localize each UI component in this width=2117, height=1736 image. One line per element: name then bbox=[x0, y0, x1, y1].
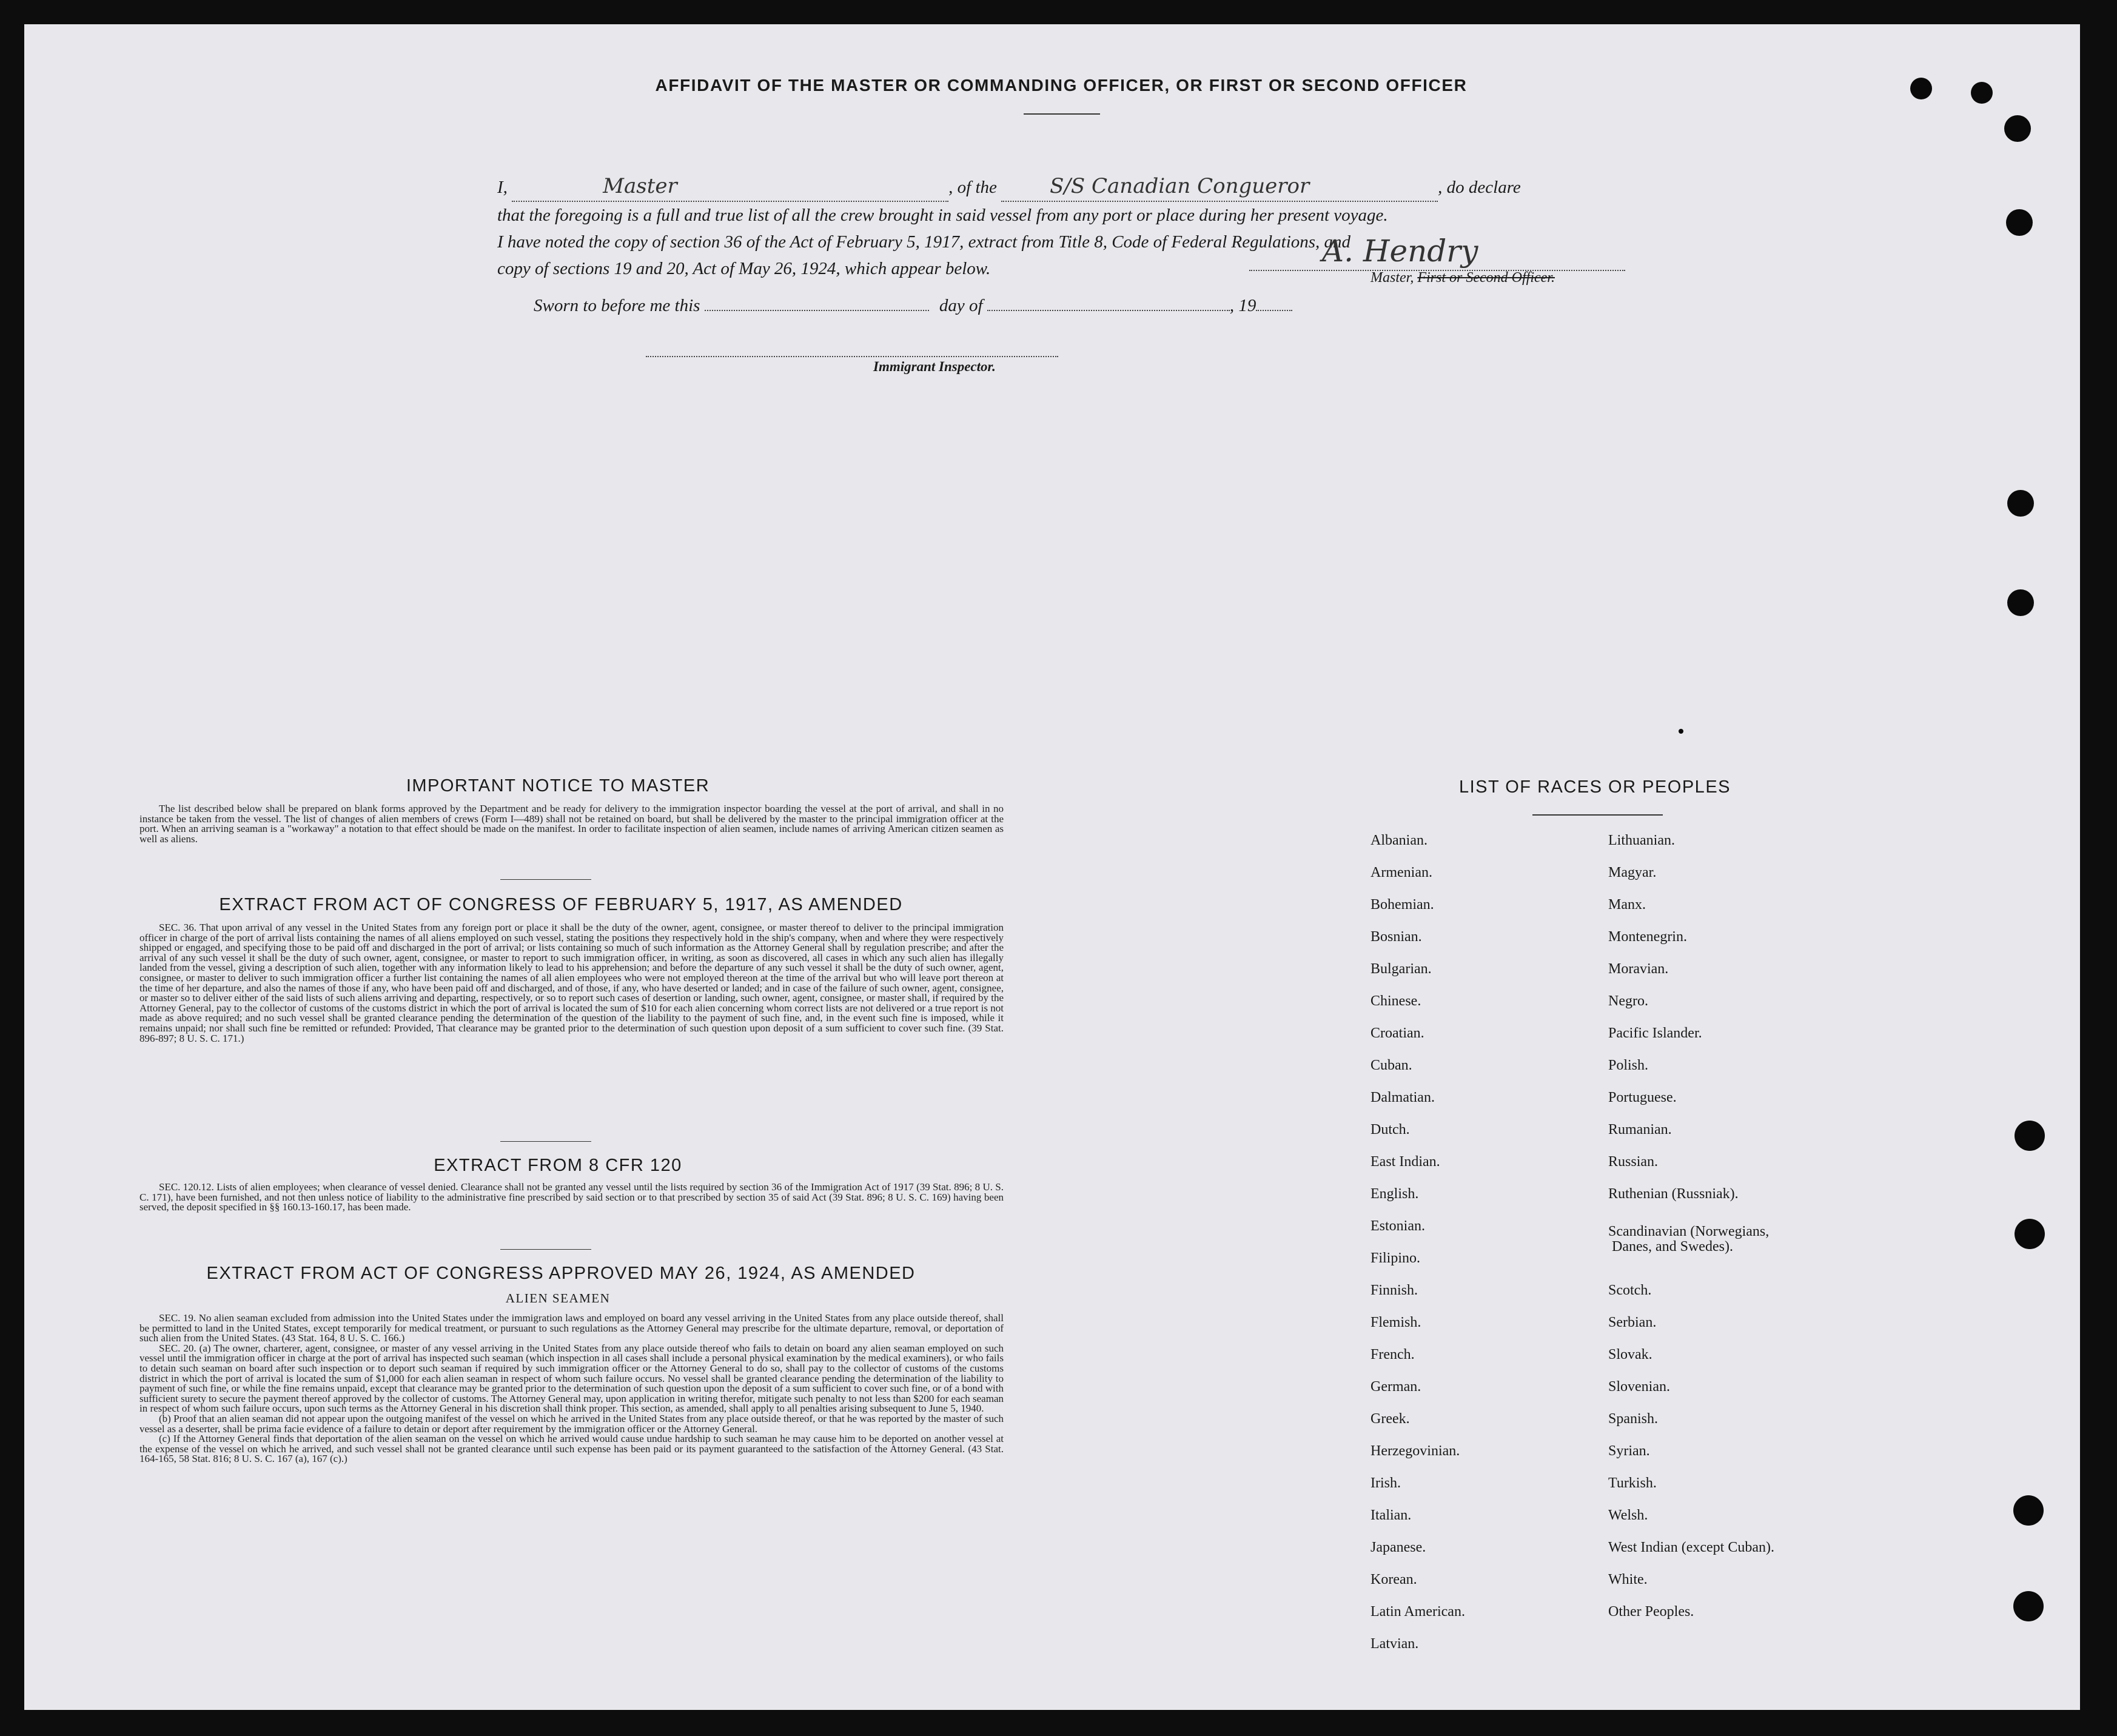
sec-20c-paragraph: (c) If the Attorney General finds that deportation of the alien seaman on the vessel on which he arrived would cause undue hardship to such seaman he may cause him to be deported on another vessel at the expense of the vessel on which he arrived, and such vessel shall not be granted clearance until such expense has been paid or its payment guaranteed to the satisfaction of the Attorney General. (43 Stat. 164-165, 58 Stat. 816; 8 U. S. C. 167 (a), 167 (c).) bbox=[139, 1433, 1004, 1465]
race-item: Syrian. bbox=[1608, 1443, 1650, 1459]
race-item: Negro. bbox=[1608, 993, 1648, 1009]
race-item: Serbian. bbox=[1608, 1315, 1657, 1330]
day-of-label: day of bbox=[939, 296, 983, 315]
race-item: Portuguese. bbox=[1608, 1090, 1677, 1105]
sworn-line bbox=[534, 296, 1383, 316]
extract-1924-heading: EXTRACT FROM ACT OF CONGRESS APPROVED MAY 26, 1924, AS AMENDED bbox=[206, 1264, 916, 1283]
extract-cfr-heading: EXTRACT FROM 8 CFR 120 bbox=[434, 1156, 682, 1175]
race-item: Welsh. bbox=[1608, 1507, 1648, 1523]
handwritten-name: Master bbox=[603, 174, 677, 198]
extract-1924-text bbox=[139, 1313, 1004, 1464]
declaration-line-2: that the foregoing is a full and true list of all the crew brought in said vessel from any port or place during her present voyage. bbox=[497, 206, 1388, 225]
race-item: West Indian (except Cuban). bbox=[1608, 1540, 1774, 1555]
inspector-caption: Immigrant Inspector. bbox=[873, 359, 996, 374]
of-the-label: , of the bbox=[948, 178, 997, 197]
race-item: French. bbox=[1371, 1347, 1415, 1362]
punch-hole bbox=[1971, 82, 1993, 104]
sec-20a-paragraph: SEC. 20. (a) The owner, charterer, agent, consignee, or master of any vessel arriving in the United States from any place outside thereof who fails to detain on board any alien seaman employed on such vessel until the immigration officer in charge at the port of arrival has inspected such seaman (which inspection in all cases shall include a personal physical examination by the medical examiners), or who fails to detain such seaman on board after such inspection or to deport such seaman if required by such immigration officer or the Attorney General to do so, shall pay to the collector of customs of the customs district in which the port of arrival is located the sum of $1,000 for each alien seaman in respect of whom such failure occurs. No vessel shall be granted clearance pending the determination of the liability to payment of such fine, or while the fine remains unpaid, except that clearance may be granted prior to the determination of such question upon the deposit of a sum sufficient to cover such fine, or of a bond with sufficient surety to secure the payment thereof approved by the collector of customs. The Attorney General may, upon application in writing therefor, mitigate such penalty to not less than $200 for each seaman in respect of whom such failure occurs, upon such terms as the Attorney General in his discretion shall think proper. This section, as amended, shall apply to all penalties arising subsequent to June 5, 1940. bbox=[139, 1342, 1004, 1415]
do-declare-label: , do declare bbox=[1438, 178, 1521, 197]
race-item: Armenian. bbox=[1371, 865, 1432, 880]
race-item: Dalmatian. bbox=[1371, 1090, 1435, 1105]
race-item: Russian. bbox=[1608, 1154, 1659, 1170]
race-item: Slovenian. bbox=[1608, 1379, 1670, 1395]
race-item: Montenegrin. bbox=[1608, 929, 1687, 945]
race-item: Latvian. bbox=[1371, 1636, 1419, 1652]
punch-hole bbox=[2004, 115, 2031, 142]
race-item: Cuban. bbox=[1371, 1057, 1412, 1073]
extract-1917-text bbox=[139, 923, 1004, 1044]
declaration-line-1 bbox=[497, 173, 1631, 202]
extract-1917-paragraph: SEC. 36. That upon arrival of any vessel in the United States from any foreign port or place it shall be the duty of the owner, agent, consignee, or master thereof to deliver to the principal immigration officer in charge of the port of arrival lists containing the names of all aliens employed on such vessel, stating the positions they respectively hold in the ship's company, when and where they were respectively shipped or engaged, and specifying those to be paid off and discharged in the port of arrival; or lists containing so much of such information as the Attorney General shall by regulation prescribe; and after the arrival of any such vessel it shall be the duty of such owner, agent, consignee, or master to report to such immigration officer, in writing, as soon as discovered, all cases in which any such alien has illegally landed from the vessel, giving a description of such alien, together with any information likely to lead to his apprehension; and before the departure of any such vessel it shall be the duty of such owner, agent, consignee, or master to deliver to such immigration officer a further list containing the names of all alien employees who were not employed thereon at the time of the arrival but who will leave port thereon at the time of her departure, and also the names of those if any, who have been paid off and discharged, and of those, if any, who have deserted or landed; and in case of the failure of such owner, agent, consignee, or master so to deliver either of the said lists of such aliens arriving and departing, respectively, or so to report such cases of desertion or landing, such owner, agent, consignee, or master shall, if required by the Attorney General, pay to the collector of customs of the customs district in which the port of arrival is located the sum of $10 for each alien concerning whom correct lists are not delivered or a true report is not made as above required; and no such vessel shall be granted clearance pending the determination of the question of the liability to the payment of such fine, and, in the event such fine is imposed, while it remains unpaid; nor shall such fine be remitted or refunded: Provided, That clearance may be granted prior to the determination of such question upon deposit of a sum sufficient to cover such fine. (39 Stat. 896-897; 8 U. S. C. 171.) bbox=[139, 922, 1004, 1044]
race-item: Croatian. bbox=[1371, 1025, 1424, 1041]
race-item: Spanish. bbox=[1608, 1411, 1659, 1427]
year-prefix: , 19 bbox=[1229, 296, 1256, 315]
race-item: Bulgarian. bbox=[1371, 961, 1432, 977]
race-item: Polish. bbox=[1608, 1057, 1649, 1073]
race-item: Danes, and Swedes). bbox=[1612, 1239, 1733, 1255]
signature-block bbox=[1249, 233, 1625, 294]
sworn-year-field bbox=[1256, 310, 1292, 311]
notice-paragraph: The list described below shall be prepared on blank forms approved by the Department and be ready for delivery to the immigration inspector boarding the vessel at the port of arrival, and shall in no instance be taken from the vessel. The list of changes of alien members of crews (Form I—489) shall not be retained on board, but shall be delivered by the master to the principal immigration officer at the port. When an arriving seaman is a "workaway" a notation to that effect should be made on the manifest. In order to facilitate inspection of alien seamen, include names of arriving American citizen seamen as well as aliens. bbox=[139, 803, 1004, 845]
race-item: White. bbox=[1608, 1572, 1648, 1587]
race-item: Italian. bbox=[1371, 1507, 1412, 1523]
speck bbox=[1679, 729, 1683, 734]
race-item: Dutch. bbox=[1371, 1122, 1410, 1138]
divider bbox=[500, 1141, 591, 1142]
name-field bbox=[512, 173, 948, 202]
race-item: Latin American. bbox=[1371, 1604, 1465, 1620]
caption-master: Master, bbox=[1371, 270, 1414, 286]
punch-hole bbox=[2006, 209, 2033, 236]
caption-struck: First or Second Officer. bbox=[1417, 270, 1555, 286]
race-item: East Indian. bbox=[1371, 1154, 1440, 1170]
divider bbox=[1532, 814, 1663, 816]
race-item: Irish. bbox=[1371, 1475, 1401, 1491]
handwritten-signature: A. Hendry bbox=[1322, 233, 1478, 269]
race-item: Pacific Islander. bbox=[1608, 1025, 1702, 1041]
races-heading: LIST OF RACES OR PEOPLES bbox=[1458, 777, 1731, 797]
race-item: Herzegovinian. bbox=[1371, 1443, 1460, 1459]
punch-hole bbox=[2015, 1219, 2045, 1249]
vessel-field bbox=[1001, 173, 1438, 202]
race-item: Korean. bbox=[1371, 1572, 1417, 1587]
sworn-month-field bbox=[987, 310, 1230, 311]
sworn-label: Sworn to before me this bbox=[534, 296, 700, 315]
divider bbox=[500, 879, 591, 880]
punch-hole bbox=[1910, 78, 1932, 99]
race-item: Filipino. bbox=[1371, 1250, 1421, 1266]
sec-19-paragraph: SEC. 19. No alien seaman excluded from admission into the United States under the immigration laws and employed on board any vessel arriving in the United States from any place outside thereof, shall be permitted to land in the United States, except temporarily for medical treatment, or pursuant to such regulations as the Attorney General may prescribe for the ultimate departure, removal, or deportation of such alien from the United States. (43 Stat. 164, 8 U. S. C. 166.) bbox=[139, 1312, 1004, 1344]
sworn-date-field bbox=[705, 310, 929, 311]
race-item: Slovak. bbox=[1608, 1347, 1652, 1362]
sec-20b-paragraph: (b) Proof that an alien seaman did not appear upon the outgoing manifest of the vessel on which he arrived in the United States from any place outside thereof, or that he was reported by the master of such vessel as a deserter, shall be prima facie evidence of a failure to detain or deport after requirement by the immigration officer or the Attorney General. bbox=[139, 1412, 1004, 1435]
punch-hole bbox=[2007, 589, 2034, 616]
extract-cfr-paragraph: SEC. 120.12. Lists of alien employees; when clearance of vessel denied. Clearance shall not be granted any vessel until the lists required by section 36 of the Immigration Act of 1917 (39 Stat. 896; 8 U. S. C. 171), have been furnished, and not then unless notice of liability to the administrative fine prescribed by said section or to that prescribed by section 35 of said Act (39 Stat. 896; 8 U. S. C. 169) having been served, the deposit specified in §§ 160.13-160.17, has been made. bbox=[139, 1181, 1004, 1213]
race-item: Ruthenian (Russniak). bbox=[1608, 1186, 1739, 1202]
race-item: English. bbox=[1371, 1186, 1419, 1202]
extract-1917-heading: EXTRACT FROM ACT OF CONGRESS OF FEBRUARY 5, 1917, AS AMENDED bbox=[219, 895, 903, 914]
race-item: Bosnian. bbox=[1371, 929, 1422, 945]
race-item: Japanese. bbox=[1371, 1540, 1426, 1555]
race-item: Lithuanian. bbox=[1608, 833, 1675, 848]
race-item: Manx. bbox=[1608, 897, 1646, 913]
race-item: Scandinavian (Norwegians, bbox=[1608, 1224, 1770, 1239]
punch-hole bbox=[2007, 490, 2034, 517]
race-item: Greek. bbox=[1371, 1411, 1410, 1427]
affidavit-title: AFFIDAVIT OF THE MASTER OR COMMANDING OFFICER, OR FIRST OR SECOND OFFICER bbox=[655, 76, 1468, 95]
i-label: I, bbox=[497, 178, 508, 197]
race-item: Estonian. bbox=[1371, 1218, 1425, 1234]
handwritten-vessel: S/S Canadian Congueror bbox=[1050, 174, 1310, 198]
race-item: Other Peoples. bbox=[1608, 1604, 1694, 1620]
punch-hole bbox=[2013, 1495, 2044, 1526]
notice-heading: IMPORTANT NOTICE TO MASTER bbox=[406, 776, 710, 796]
punch-hole bbox=[2013, 1591, 2044, 1621]
race-item: Magyar. bbox=[1608, 865, 1657, 880]
punch-hole bbox=[2015, 1121, 2045, 1151]
extract-1924-subheading: ALIEN SEAMEN bbox=[505, 1291, 611, 1305]
divider bbox=[500, 1249, 591, 1250]
signature-caption bbox=[1371, 270, 1555, 286]
declaration-line-4: copy of sections 19 and 20, Act of May 26, 1924, which appear below. bbox=[497, 259, 991, 278]
race-item: Finnish. bbox=[1371, 1282, 1418, 1298]
race-item: Albanian. bbox=[1371, 833, 1428, 848]
race-item: Rumanian. bbox=[1608, 1122, 1672, 1138]
race-item: Moravian. bbox=[1608, 961, 1669, 977]
declaration-line-3: I have noted the copy of section 36 of the Act of February 5, 1917, extract from Title 8, Code of Federal Regulations, and bbox=[497, 232, 1351, 252]
divider bbox=[1024, 113, 1100, 115]
race-item: Turkish. bbox=[1608, 1475, 1657, 1491]
race-item: Bohemian. bbox=[1371, 897, 1434, 913]
extract-cfr-text bbox=[139, 1182, 1004, 1213]
notice-text bbox=[139, 804, 1004, 844]
race-item: German. bbox=[1371, 1379, 1421, 1395]
race-item: Chinese. bbox=[1371, 993, 1421, 1009]
inspector-signature-line bbox=[646, 356, 1058, 357]
race-item: Scotch. bbox=[1608, 1282, 1652, 1298]
race-item: Flemish. bbox=[1371, 1315, 1421, 1330]
